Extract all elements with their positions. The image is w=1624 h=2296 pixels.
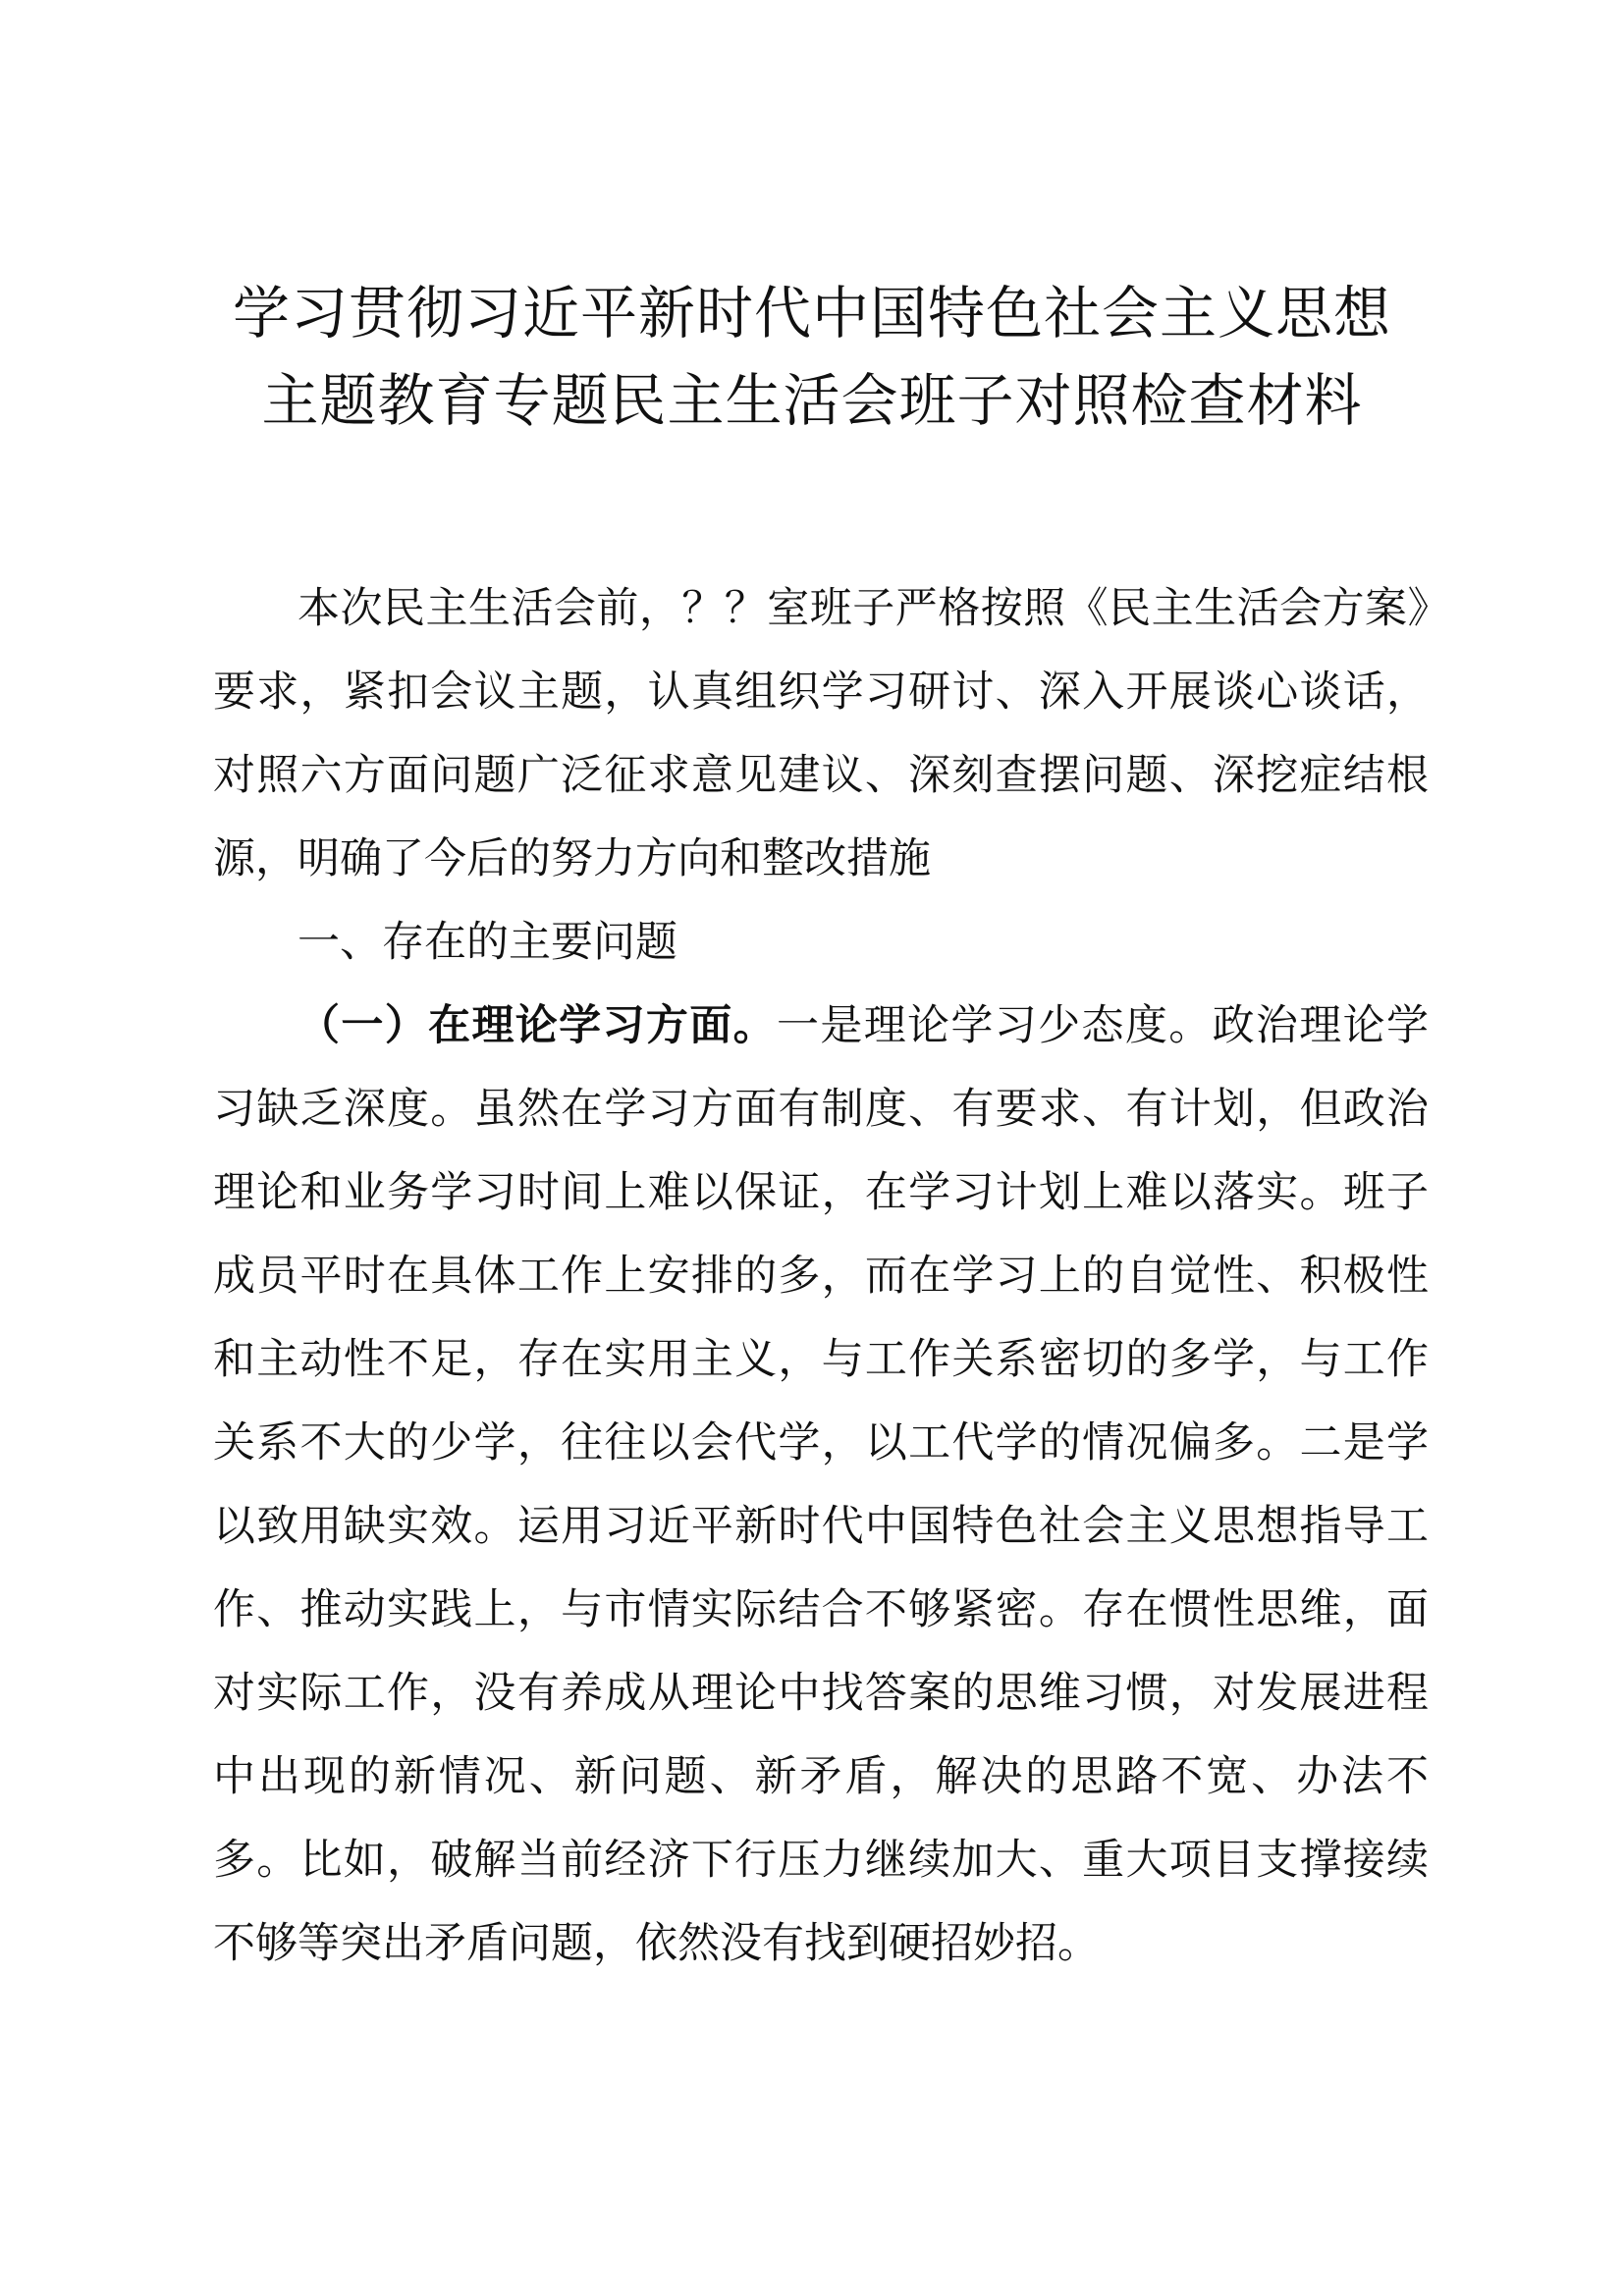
subsection-text: 一是理论学习少态度。政治理论学习缺乏深度。虽然在学习方面有制度、有要求、有计划，但政治理论和业务学习时间上难以保证，在学习计划上难以落实。班子成员平时在具体工作上安排的多，而在学习上的自觉性、积极性和主动性不足，存在实用主义，与工作关系密切的多学，与工作关系不大的少学，往往以会代学，以工代学的情况偏多。二是学以致用缺实效。运用习近平新时代中国特色社会主义思想指导工作、推动实践上，与市情实际结合不够紧密。存在惯性思维，面对实际工作，没有养成从理论中找答案的思维习惯，对发展进程中出现的新情况、新问题、新矛盾，解决的思路不宽、办法不多。比如，破解当前经济下行压力继续加大、重大项目支撑接续不够等突出矛盾问题，依然没有找到硬招妙招。 — [213, 1001, 1430, 1968]
document-body — [213, 567, 1429, 1986]
subsection-label: （一）在理论学习方面。 — [298, 1001, 777, 1050]
subsection-paragraph — [213, 985, 1429, 1986]
title-line-1: 学习贯彻习近平新时代中国特色社会主义思想 — [232, 280, 1391, 347]
document-title — [147, 270, 1477, 445]
section-heading: 一、存在的主要问题 — [298, 918, 677, 967]
title-line-2: 主题教育专题民主生活会班子对照检查材料 — [261, 367, 1363, 434]
intro-paragraph: 本次民主生活会前，？？室班子严格按照《民主生活会方案》要求，紧扣会议主题，认真组织学习研讨、深入开展谈心谈话，对照六方面问题广泛征求意见建议、深刻查摆问题、深挖症结根源，明确了今后的努力方向和整改措施 — [213, 584, 1429, 883]
